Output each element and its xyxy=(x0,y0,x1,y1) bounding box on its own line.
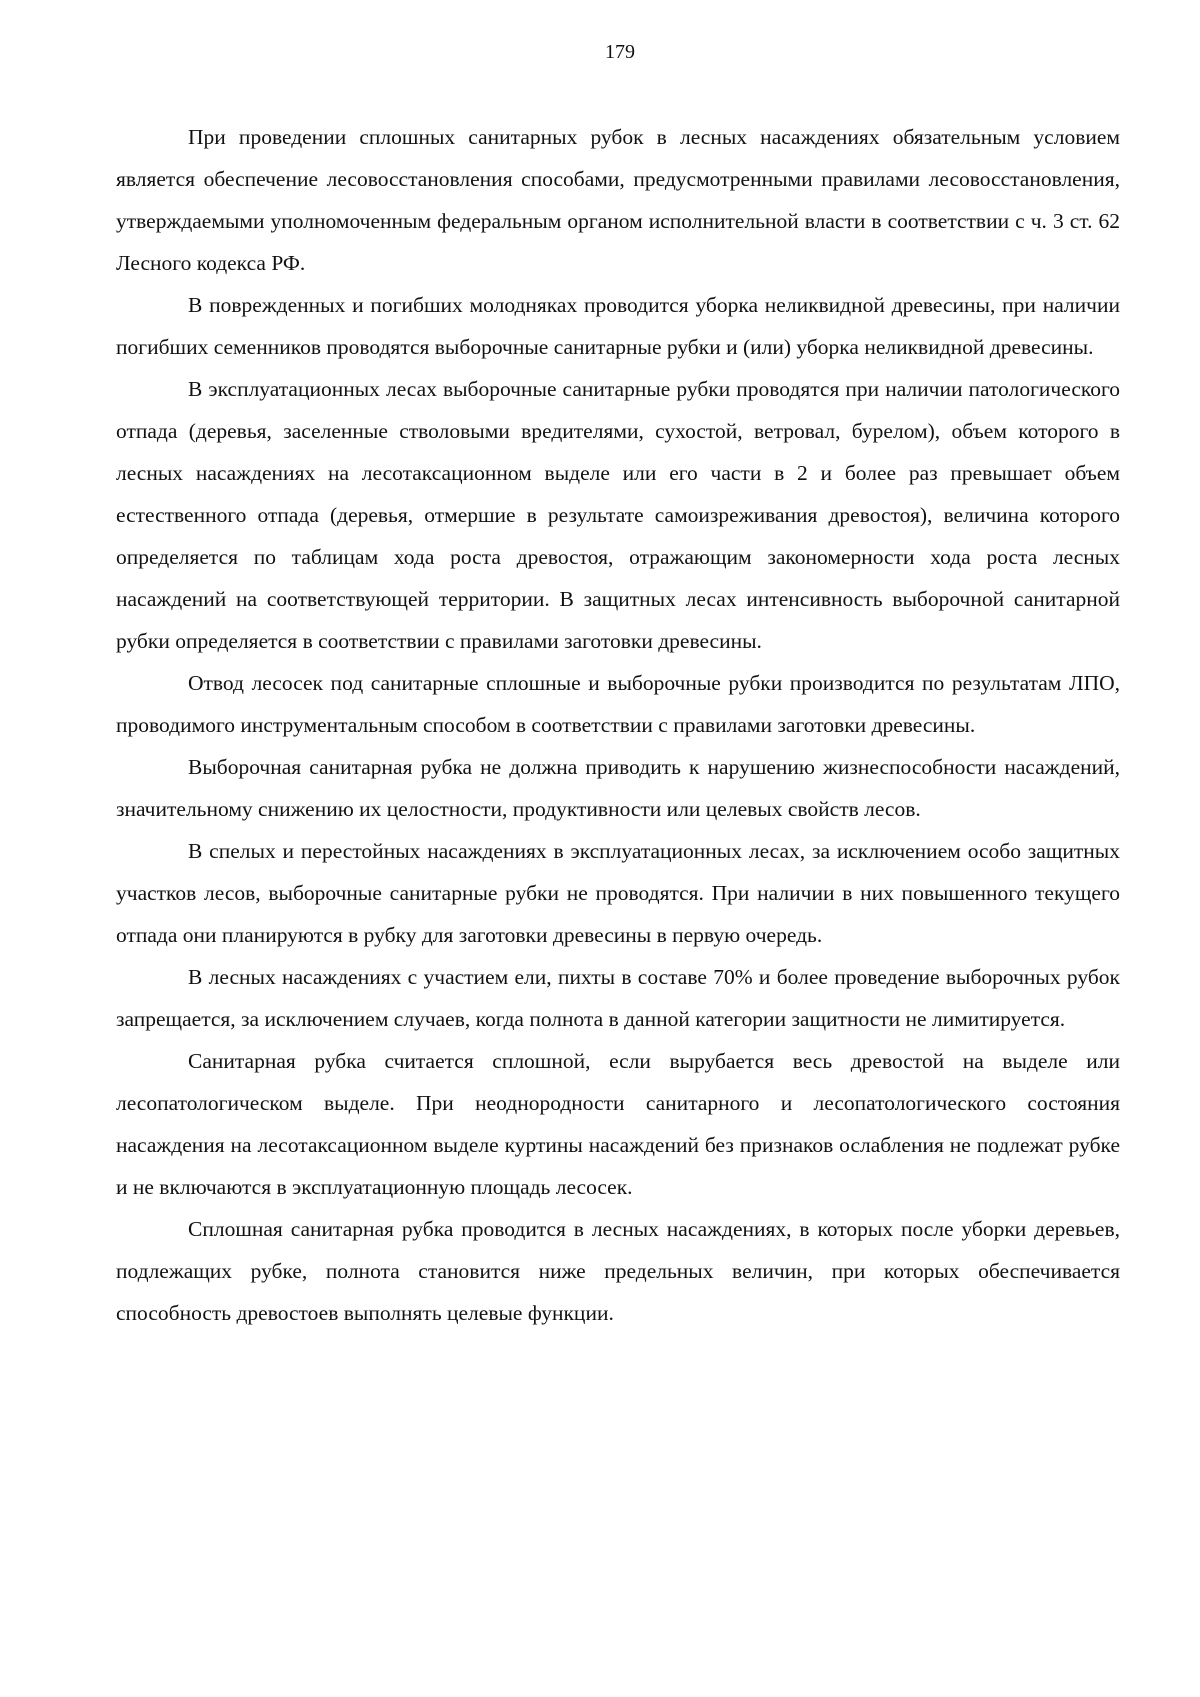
paragraph-1: При проведении сплошных санитарных рубок в лесных насаждениях обязательным условием является обеспечение лесовосстановления способами, предусмотренными правилами лесовосстановления, утверждаемыми уполномоченным федеральным органом исполнительной власти в соответствии с ч. 3 ст. 62 Лесного кодекса РФ. xyxy=(116,125,1120,275)
paragraph-8: Санитарная рубка считается сплошной, если вырубается весь древостой на выделе или лесопатологическом выделе. При неоднородности санитарного и лесопатологического состояния насаждения на лесотаксационном выделе куртины насаждений без признаков ослабления не подлежат рубке и не включаются в эксплуатационную площадь лесосек. xyxy=(116,1049,1120,1199)
paragraph-7: В лесных насаждениях с участием ели, пихты в составе 70% и более проведение выборочных рубок запрещается, за исключением случаев, когда полнота в данной категории защитности не лимитируется. xyxy=(116,965,1120,1031)
paragraph-5: Выборочная санитарная рубка не должна приводить к нарушению жизнеспособности насаждений, значительному снижению их целостности, продуктивности или целевых свойств лесов. xyxy=(116,755,1120,821)
paragraph-2: В поврежденных и погибших молодняках проводится уборка неликвидной древесины, при наличии погибших семенников проводятся выборочные санитарные рубки и (или) уборка неликвидной древесины. xyxy=(116,293,1120,359)
document-body xyxy=(116,116,1120,1334)
paragraph-4: Отвод лесосек под санитарные сплошные и выборочные рубки производится по результатам ЛПО, проводимого инструментальным способом в соответствии с правилами заготовки древесины. xyxy=(116,671,1120,737)
page-number: 179 xyxy=(605,41,635,63)
paragraph-6: В спелых и перестойных насаждениях в эксплуатационных лесах, за исключением особо защитных участков лесов, выборочные санитарные рубки не проводятся. При наличии в них повышенного текущего отпада они планируются в рубку для заготовки древесины в первую очередь. xyxy=(116,839,1120,947)
paragraph-3: В эксплуатационных лесах выборочные санитарные рубки проводятся при наличии патологического отпада (деревья, заселенные стволовыми вредителями, сухостой, ветровал, бурелом), объем которого в лесных насаждениях на лесотаксационном выделе или его части в 2 и более раз превышает объем естественного отпада (деревья, отмершие в результате самоизреживания древостоя), величина которого определяется по таблицам хода роста древостоя, отражающим закономерности хода роста лесных насаждений на соответствующей территории. В защитных лесах интенсивность выборочной санитарной рубки определяется в соответствии с правилами заготовки древесины. xyxy=(116,377,1120,653)
paragraph-9: Сплошная санитарная рубка проводится в лесных насаждениях, в которых после уборки деревьев, подлежащих рубке, полнота становится ниже предельных величин, при которых обеспечивается способность древостоев выполнять целевые функции. xyxy=(116,1217,1120,1325)
